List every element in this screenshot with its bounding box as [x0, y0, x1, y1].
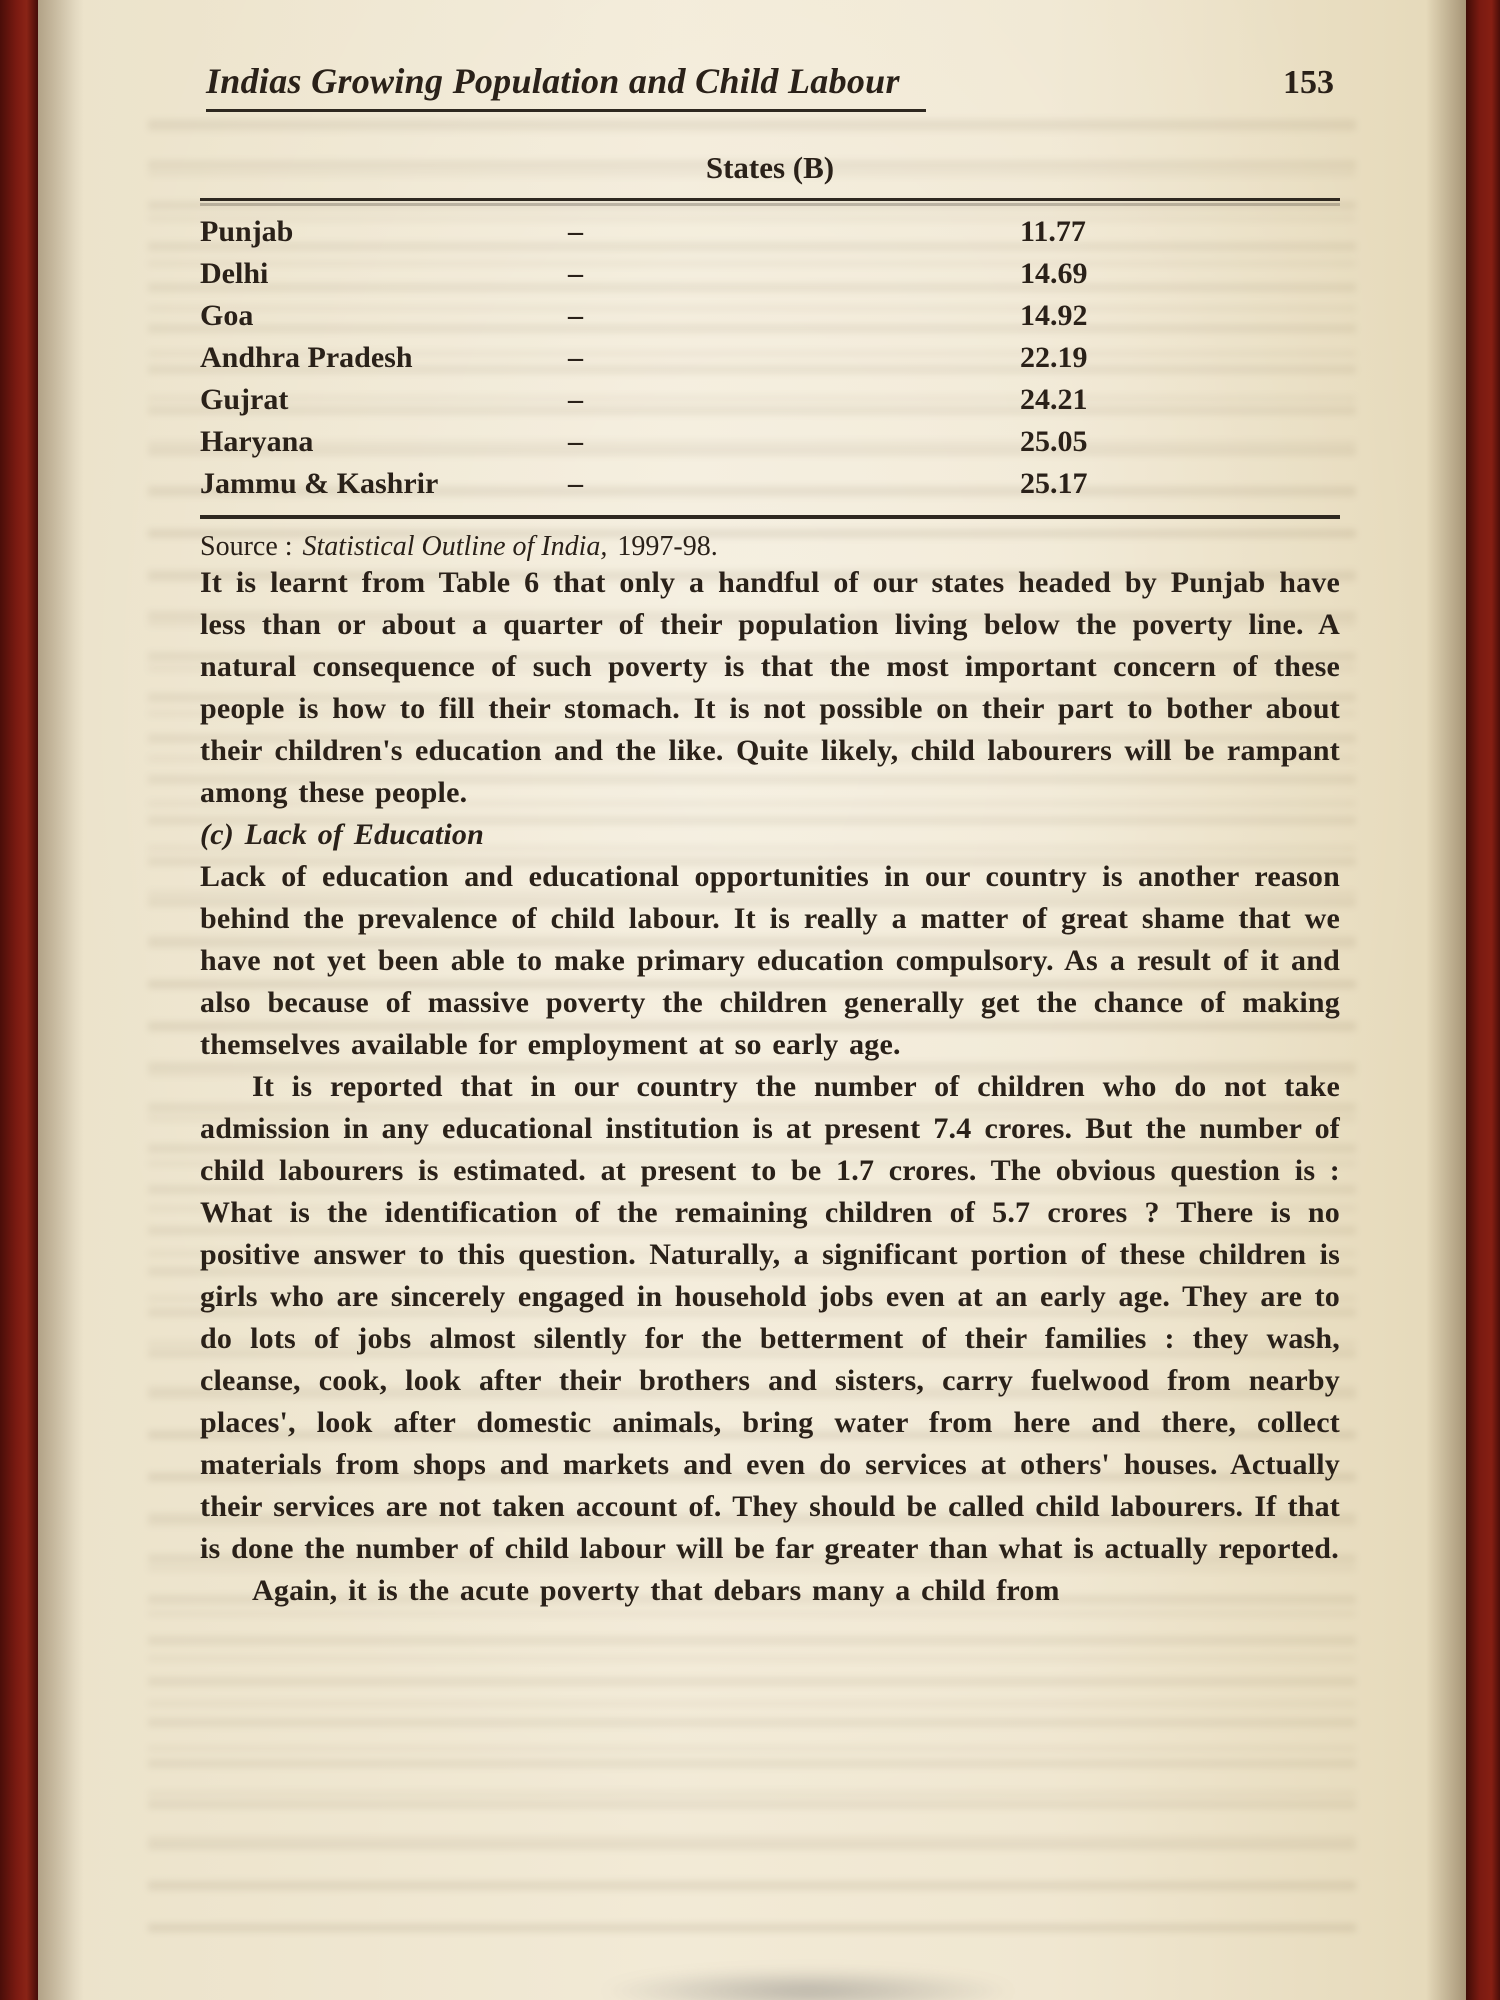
table-source [200, 531, 1340, 563]
table-rule-bottom [200, 515, 1340, 519]
state-value: 24.21 [1020, 383, 1088, 416]
dash-separator: – [568, 467, 583, 500]
state-name: Punjab [200, 215, 294, 248]
table-row [200, 379, 1340, 421]
table-row [200, 253, 1340, 295]
running-title: Indias Growing Population and Child Labour [206, 60, 926, 112]
state-value: 11.77 [1020, 215, 1086, 248]
book-cover-edge-left [0, 0, 38, 2000]
state-name: Andhra Pradesh [200, 341, 413, 374]
state-name: Gujrat [200, 383, 289, 416]
section-heading-lack-of-education: (c) Lack of Education [200, 818, 484, 851]
dash-separator: – [568, 215, 583, 248]
source-prefix: Source : [200, 531, 293, 562]
page-header [206, 60, 1334, 112]
paragraph-children-statistics: It is reported that in our country the number of children who do not take admission in any educational institution is at present 7.4 crores. But the number of child labourers is estimated. at present to be 1.7 crores. The obvious question is : What is the identification of the remaining children of 5.7 crores ? There is no positive answer to this question. Naturally, a significant portion of these children is girls who are sincerely engaged in household jobs even at an early age. They are to do lots of jobs almost silently for the betterment of their families : they wash, cleanse, cook, look after their brothers and sisters, carry fuelwood from nearby places', look after domestic animals, bring water from here and there, collect materials from shops and markets and even do services at others' houses. Actually their services are not taken account of. They should be called child labourers. If that is done the number of child labour will be far greater than what is actually reported. [200, 1070, 1340, 1565]
paragraph-acute-poverty: Again, it is the acute poverty that debars many a child from [252, 1574, 1060, 1607]
source-year: 1997-98. [617, 531, 718, 562]
table-rule-top [200, 198, 1340, 201]
states-poverty-table [200, 150, 1340, 563]
page-number: 153 [1283, 64, 1334, 101]
state-name: Delhi [200, 257, 269, 290]
source-title: Statistical Outline of India, [302, 531, 608, 562]
dash-separator: – [568, 383, 583, 416]
state-value: 22.19 [1020, 341, 1088, 374]
dash-separator: – [568, 341, 583, 374]
state-name: Jammu & Kashrir [200, 467, 439, 500]
state-value: 14.92 [1020, 299, 1088, 332]
paragraph-poverty-consequence: It is learnt from Table 6 that only a handful of our states headed by Punjab have less than or about a quarter of their population living below the poverty line. A natural consequence of such poverty is that the most important concern of these people is how to fill their stomach. It is not possible on their part to bother about their children's education and the like. Quite likely, child labourers will be rampant among these people. [200, 566, 1340, 809]
table-row [200, 211, 1340, 253]
table-row [200, 421, 1340, 463]
state-value: 14.69 [1020, 257, 1088, 290]
table-row [200, 337, 1340, 379]
state-value: 25.05 [1020, 425, 1088, 458]
state-value: 25.17 [1020, 467, 1088, 500]
table-row [200, 295, 1340, 337]
page [38, 0, 1466, 2000]
dash-separator: – [568, 299, 583, 332]
state-name: Haryana [200, 425, 314, 458]
body-text [200, 562, 1340, 1612]
paragraph-education-opportunities: Lack of education and educational opportunities in our country is another reason behind the prevalence of child labour. It is really a matter of great shame that we have not yet been able to make primary education compulsory. As a result of it and also because of massive poverty the children generally get the chance of making themselves available for employment at so early age. [200, 860, 1340, 1061]
table-row [200, 463, 1340, 505]
dash-separator: – [568, 425, 583, 458]
state-name: Goa [200, 299, 254, 332]
dash-separator: – [568, 257, 583, 290]
table-heading: States (B) [705, 150, 835, 185]
scan-smudge [598, 1968, 1018, 2000]
book-cover-edge-right [1466, 0, 1500, 2000]
